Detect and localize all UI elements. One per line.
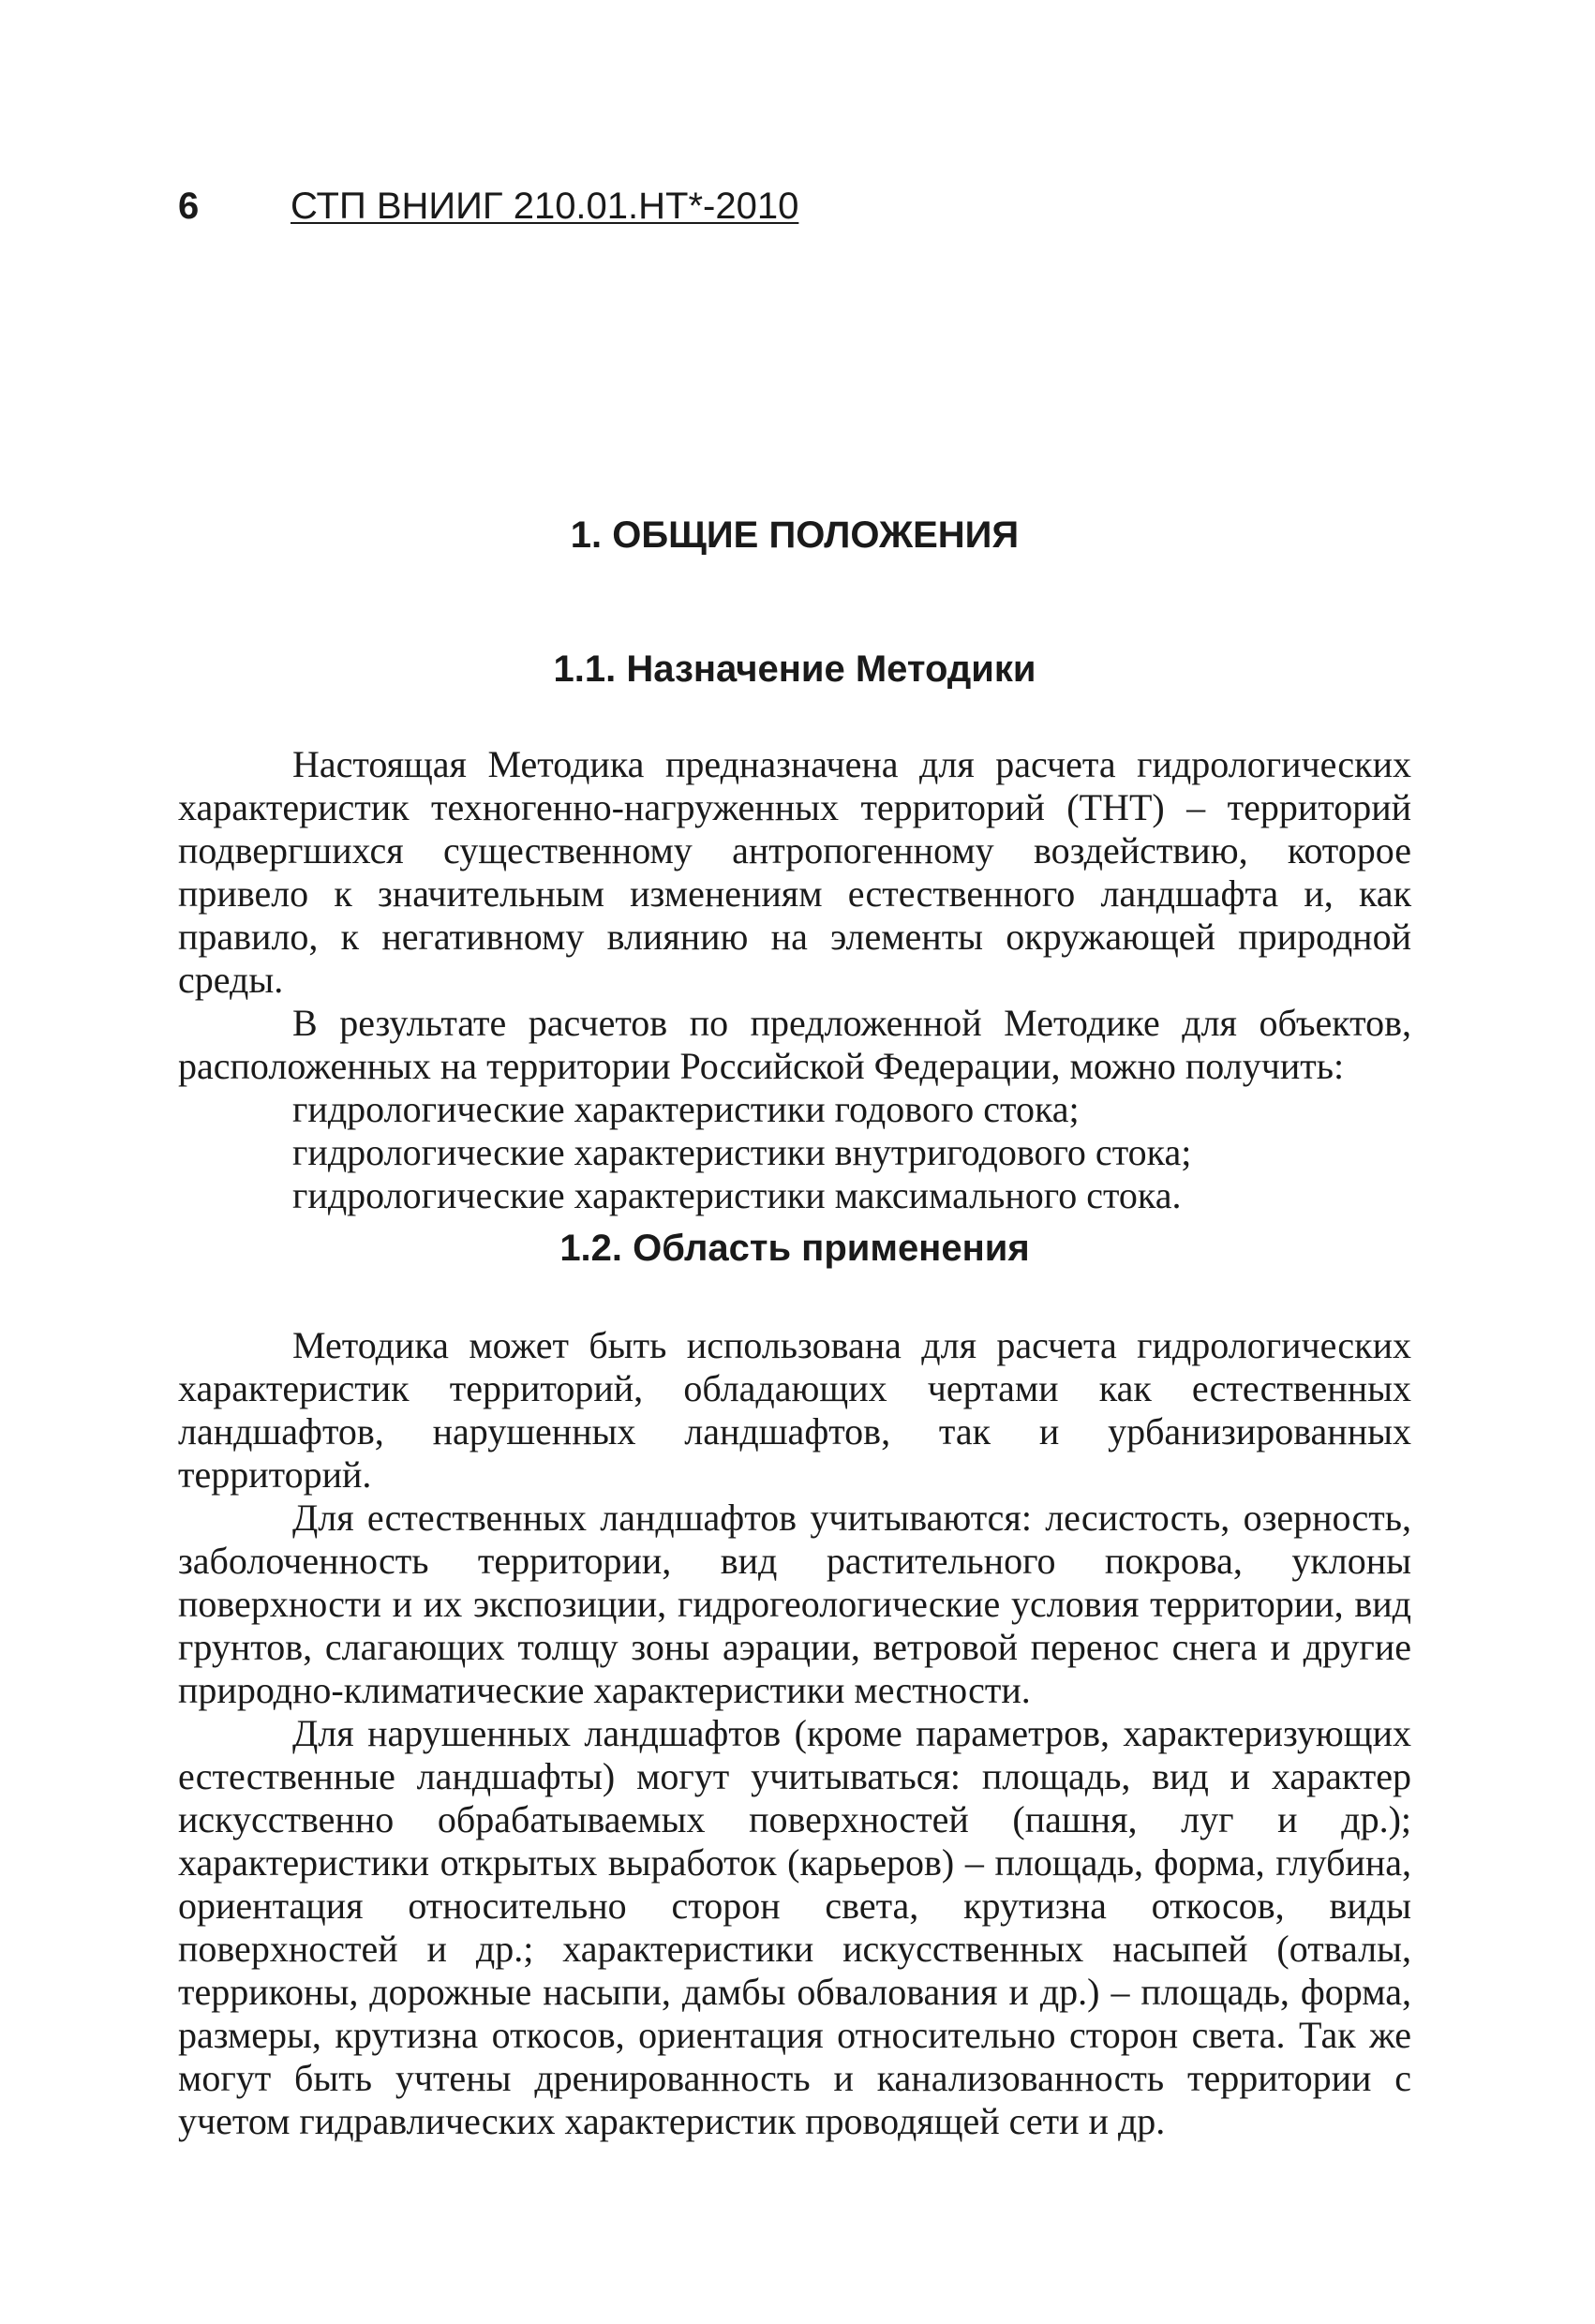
section-2-title: 1.2. Область применения <box>559 1228 1030 1269</box>
paragraph: Настоящая Методика предназначена для расчета гидрологических характеристик техногенно-нагруженных территорий (ТНТ) – территорий подвергшихся существенному антропогенному воздействию, которое привело к значительным изменениям естественного ландшафта и, как правило, к негативному влиянию на элементы окружающей природной среды. <box>178 743 1411 1001</box>
chapter-title: 1. ОБЩИЕ ПОЛОЖЕНИЯ <box>570 514 1020 556</box>
section-2-body <box>178 1324 1411 2143</box>
paragraph: Для естественных ландшафтов учитываются: лесистость, озерность, заболоченность территории, вид растительного покрова, уклоны поверхности и их экспозиции, гидрогеологические условия территории, вид грунтов, слагающих толщу зоны аэрации, ветровой перенос снега и другие природно-климатические характеристики местности. <box>178 1497 1411 1711</box>
paragraph: Методика может быть использована для расчета гидрологических характеристик территорий, обладающих чертами как естественных ландшафтов, нарушенных ландшафтов, так и урбанизированных территорий. <box>178 1324 1411 1496</box>
section-1-body <box>178 743 1411 1217</box>
page-header <box>178 184 798 229</box>
section-1-title: 1.1. Назначение Методики <box>553 648 1036 690</box>
page-number: 6 <box>178 186 200 227</box>
paragraph: В результате расчетов по предложенной Методике для объектов, расположенных на территории Российской Федерации, можно получить: <box>178 1002 1411 1087</box>
document-code: СТП ВНИИГ 210.01.НТ*-2010 <box>291 186 799 227</box>
list-item: гидрологические характеристики внутригодового стока; <box>292 1131 1192 1173</box>
list-item: гидрологические характеристики максимального стока. <box>292 1174 1182 1216</box>
paragraph: Для нарушенных ландшафтов (кроме параметров, характеризующих естественные ландшафты) могут учитываться: площадь, вид и характер искусственно обрабатываемых поверхностей (пашня, луг и др.); характеристики открытых выработок (карьеров) – площадь, форма, глубина, ориентация относительно сторон света, крутизна откосов, виды поверхностей и др.; характеристики искусственных насыпей (отвалы, терриконы, дорожные насыпи, дамбы обвалования и др.) – площадь, форма, размеры, крутизна откосов, ориентация относительно сторон света. Так же могут быть учтены дренированность и канализованность территории с учетом гидравлических характеристик проводящей сети и др. <box>178 1712 1411 2142</box>
list-item: гидрологические характеристики годового стока; <box>292 1088 1080 1130</box>
